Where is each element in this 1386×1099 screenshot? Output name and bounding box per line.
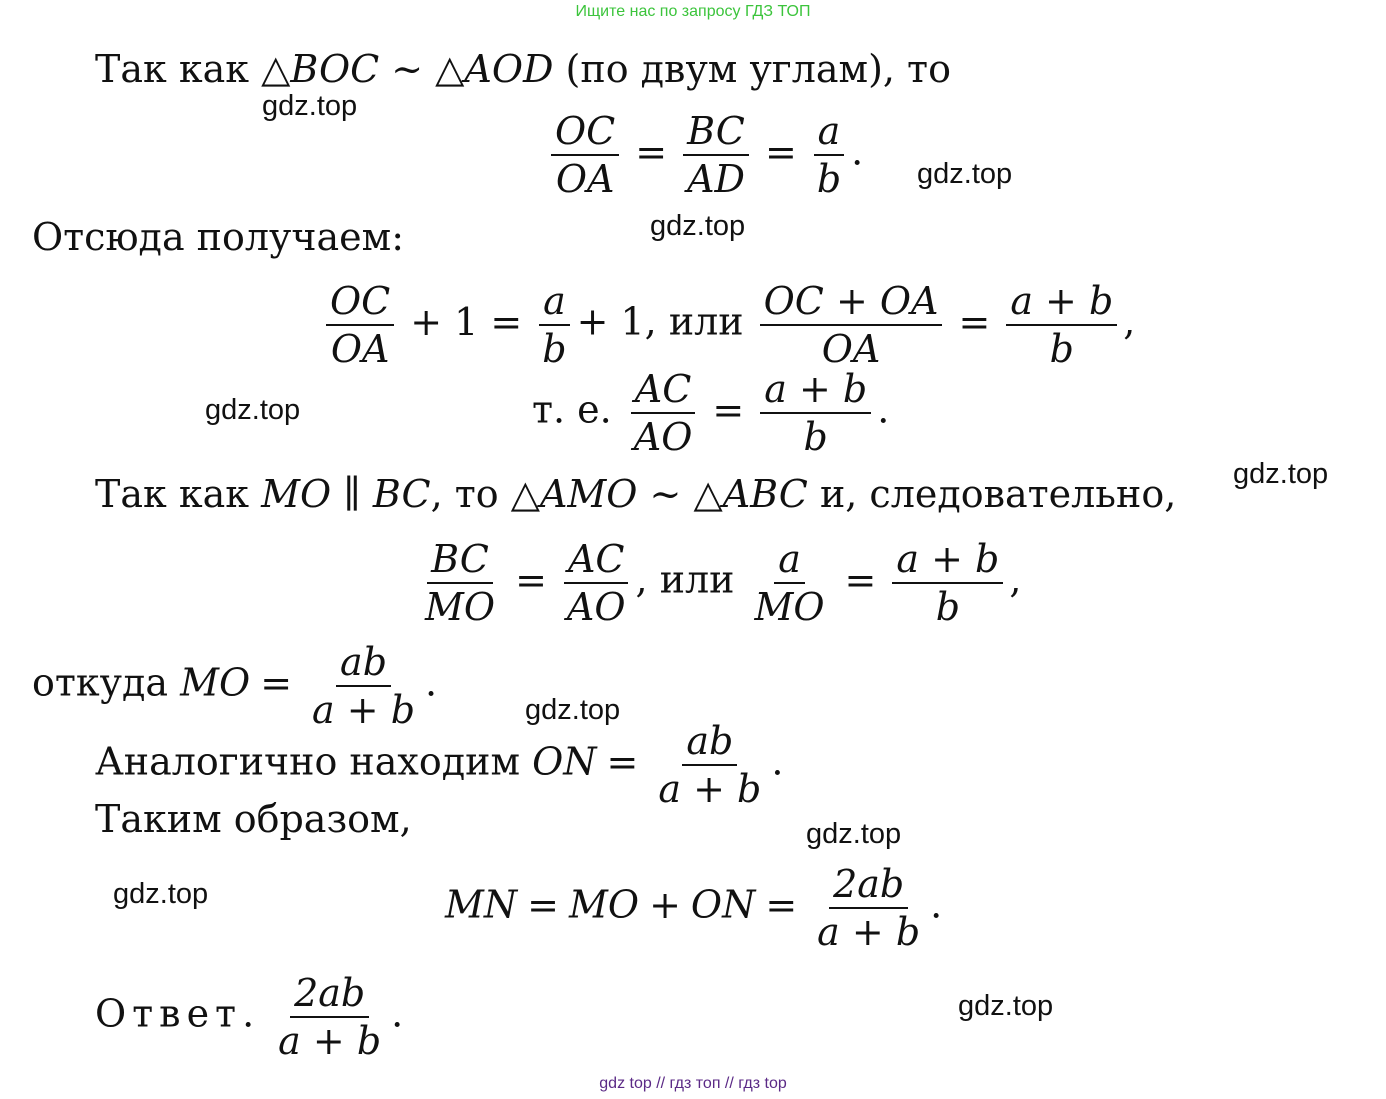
- sentence-thus: Таким образом,: [95, 797, 412, 841]
- plus-sign: +: [649, 882, 681, 927]
- math-var: BC: [372, 472, 431, 516]
- fraction: $\frac{a + b}{b}$: [760, 370, 871, 456]
- math-var: BOC: [290, 47, 380, 91]
- sentence-on-result: [95, 719, 784, 811]
- equals-sign: =: [515, 557, 547, 602]
- period: .: [771, 739, 784, 784]
- math-var: ABC: [722, 472, 808, 516]
- text: (по двум углам), то: [553, 47, 951, 91]
- period: .: [930, 882, 943, 927]
- math-var: MO: [180, 660, 251, 705]
- watermark: gdz.top: [113, 878, 209, 910]
- math-var: MN: [445, 882, 518, 927]
- fraction: $\frac{AC}{AO}$: [630, 370, 697, 456]
- equation-ratio-ab: [545, 109, 864, 201]
- sentence-similarity-boc-aod: [95, 47, 951, 91]
- watermark: gdz.top: [958, 990, 1054, 1022]
- fraction: $\frac{2ab}{a + b}$: [817, 862, 921, 954]
- fraction: $\frac{ab}{a + b}$: [312, 640, 416, 732]
- watermark: gdz.top: [525, 694, 621, 726]
- equation-add-one: [320, 279, 1136, 371]
- fraction: $\frac{a + b}{b}$: [1006, 282, 1117, 368]
- math-op: + 1,: [576, 299, 669, 344]
- text: Так как: [95, 47, 262, 91]
- sentence-parallel: [95, 472, 1177, 516]
- fraction: $\frac{a + b}{b}$: [892, 540, 1003, 626]
- triangle-symbol: △: [435, 47, 465, 91]
- answer-label: Ответ.: [95, 991, 261, 1036]
- equals-sign: =: [765, 129, 797, 174]
- fraction: $\frac{a}{MO}$: [754, 537, 825, 629]
- text-ie: т. е.: [532, 387, 612, 432]
- period: .: [877, 387, 890, 432]
- equals-sign: =: [958, 299, 991, 344]
- triangle-symbol: △: [261, 47, 291, 91]
- fraction: $\frac{BC}{AD}$: [683, 112, 749, 198]
- comma: ,: [635, 557, 660, 602]
- word-or: или: [668, 299, 744, 344]
- math-var: ON: [690, 882, 756, 927]
- sentence-hence: Отсюда получаем:: [32, 215, 405, 259]
- math-var: MO: [569, 882, 640, 927]
- math-var: ON: [532, 739, 597, 784]
- comma: ,: [1009, 557, 1022, 602]
- fraction: $\frac{a}{b}$: [813, 112, 845, 198]
- fraction: $\frac{OC + OA}{OA}$: [760, 282, 943, 368]
- answer-line: [95, 971, 404, 1063]
- word-or: или: [659, 557, 735, 602]
- period: .: [851, 129, 864, 174]
- fraction: $\frac{AC}{AO}$: [563, 540, 630, 626]
- fraction: $\frac{2ab}{a + b}$: [278, 971, 382, 1063]
- fraction: $\frac{OC}{OA}$: [326, 282, 394, 368]
- math-op: + 1 =: [410, 299, 523, 344]
- fraction: $\frac{BC}{MO}$: [425, 537, 496, 629]
- triangle-symbol: △: [510, 472, 540, 516]
- footer-links[interactable]: gdz top // гдз топ // гдз top: [599, 1075, 787, 1092]
- text: , то: [430, 472, 511, 516]
- equals-sign: =: [527, 882, 560, 927]
- period: .: [425, 660, 438, 705]
- comma: ,: [1123, 299, 1136, 344]
- sentence-mo-result: [32, 640, 438, 732]
- math-var: AOD: [464, 47, 554, 91]
- top-banner[interactable]: Ищите нас по запросу ГДЗ ТОП: [575, 3, 811, 20]
- math-var: MO: [261, 472, 332, 516]
- text: откуда: [32, 660, 181, 705]
- watermark: gdz.top: [205, 394, 301, 426]
- watermark: gdz.top: [650, 210, 746, 242]
- equals-sign: =: [635, 129, 668, 174]
- fraction: $\frac{OC}{OA}$: [551, 112, 619, 198]
- similar-symbol: ~: [379, 47, 436, 91]
- watermark: gdz.top: [806, 818, 902, 850]
- similar-symbol: ~: [637, 472, 694, 516]
- triangle-symbol: △: [693, 472, 723, 516]
- math-var: AMO: [539, 472, 638, 516]
- text: Так как: [95, 472, 262, 516]
- fraction: $\frac{a}{b}$: [538, 282, 570, 368]
- equation-ac-ao: [532, 367, 890, 459]
- equals-sign: =: [844, 557, 877, 602]
- period: .: [391, 991, 404, 1036]
- text: Аналогично находим: [95, 739, 533, 784]
- equals-sign: =: [260, 660, 293, 705]
- watermark: gdz.top: [262, 90, 358, 122]
- equals-sign: =: [765, 882, 798, 927]
- equation-bc-mo: [415, 537, 1022, 629]
- watermark: gdz.top: [917, 158, 1013, 190]
- watermark: gdz.top: [1233, 458, 1329, 490]
- equals-sign: =: [606, 739, 639, 784]
- equation-mn: [445, 862, 943, 954]
- equals-sign: =: [712, 387, 745, 432]
- fraction: $\frac{ab}{a + b}$: [658, 719, 762, 811]
- parallel-symbol: ∥: [331, 472, 373, 516]
- text: и, следовательно,: [807, 472, 1177, 516]
